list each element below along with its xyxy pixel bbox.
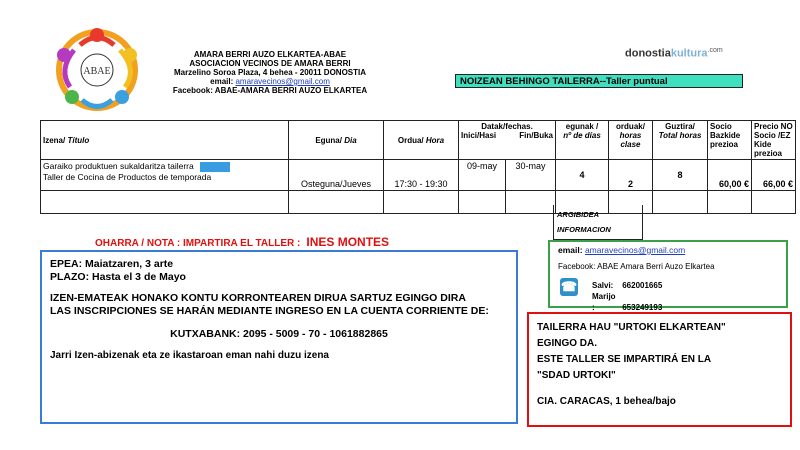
th-start: Inici/Hasi [461,131,497,140]
th-total: Guztira/ Total horas [653,121,708,160]
cell-day: Osteguna/Jueves [289,160,384,191]
org-email-line [150,77,390,86]
contact-facebook: Facebook: ABAE Amara Berri Auzo Elkartea [558,262,715,271]
note-text: OHARRA / NOTA : IMPARTIRA EL TALLER : [95,238,301,249]
bank-account: KUTXABANK: 2095 - 5009 - 70 - 1061882865 [170,328,388,340]
th-day: Eguna/ Dia [289,121,384,160]
cell-member-price: 60,00 € [708,160,752,191]
th-name: Izena/ Título [41,121,289,160]
info-label-es: INFORMACION [557,225,611,234]
cell-total: 8 [653,160,708,191]
teacher-note [95,235,389,249]
org-name-eu: AMARA BERRI AUZO ELKARTEA-ABAE [193,50,347,59]
org-email-label: email: [210,77,234,86]
contact-email-link[interactable]: amaravecinos@gmail.com [584,245,686,255]
location-box [527,312,792,427]
cell-course-name: Garaiko produktuen sukaldaritza tailerra Taller de Cocina de Productos de temporada [41,160,289,191]
donostiakultura-logo [625,47,723,60]
deadline-eu: EPEA: Maiatzaren, 3 arte [50,258,174,270]
location-address: CIA. CARACAS, 1 behea/bajo [537,396,676,407]
info-labels [553,205,643,240]
cell-nonmember-price: 66,00 € [752,160,796,191]
teacher-name: INES MONTES [306,235,390,249]
brand-part1: donostia [625,47,671,60]
phone-icon: ☎ [560,279,578,294]
location-line4: "SDAD URTOKI" [537,370,616,381]
course-table [40,120,796,214]
org-facebook: Facebook: ABAE-AMARA BERRI AUZO ELKARTEA [172,86,368,95]
org-email-link[interactable]: amaravecinos@gmail.com [235,77,330,86]
highlight-marker [200,162,230,172]
th-dates: Datak/fechas. Inici/Hasi Fin/Buka [459,121,556,160]
workshop-type-banner: NOIZEAN BEHINGO TAILERRA--Taller puntual [455,74,743,88]
table-header-row [41,121,796,160]
brand-part2: kultura [670,47,708,60]
registration-es: LAS INSCRIPCIONES SE HARÁN MEDIANTE INGRESO EN LA CUENTA CORRIENTE DE: [50,305,489,317]
cell-end: 30-may [506,160,556,191]
contact-email-label: email: [558,245,585,255]
registration-box [40,250,518,424]
th-hours: orduak/ horas clase [609,121,653,160]
location-line3: ESTE TALLER SE IMPARTIRÁ EN LA [537,354,712,365]
cell-hour: 17:30 - 19:30 [384,160,459,191]
th-days: egunak / nº de días [556,121,609,160]
info-label-eu: ARGIBIDEA [557,210,600,219]
cell-start: 09-may [459,160,506,191]
org-header [150,50,390,95]
cell-hours: 2 [609,160,653,191]
org-address: Marzelino Soroa Plaza, 4 behea - 20011 DONOSTIA [173,68,367,77]
brand-suffix: .com [707,47,723,54]
phone-item: Salvi: 662001665 [592,281,663,290]
table-row [41,160,796,191]
th-nonmember-price: Precio NO Socio /EZ Kide prezioa [752,121,796,160]
registration-footer: Jarri Izen-abizenak eta ze ikastaroan eman nahi duzu izena [50,350,329,361]
th-member-price: Socio Bazkide prezioa [708,121,752,160]
th-hour: Ordua/ Hora [384,121,459,160]
location-line2: EGINGO DA. [537,338,598,349]
th-end: Fin/Buka [519,131,553,140]
phone-list [592,280,662,313]
registration-eu: IZEN-EMATEAK HONAKO KONTU KORRONTEAREN DIRUA SARTUZ EGINGO DIRA [50,292,466,304]
deadline-es: PLAZO: Hasta el 3 de Mayo [50,271,186,283]
phone-item: Marijo : 653249193 [592,292,663,312]
table-row-empty [41,191,796,214]
contact-email-line [558,245,778,255]
cell-days: 4 [556,160,609,191]
logo-text: ABAE [83,66,111,77]
org-name-es: ASOCIACION VECINOS DE AMARA BERRI [189,59,351,68]
contact-box [548,240,788,312]
location-line1: TAILERRA HAU "URTOKI ELKARTEAN" [537,322,726,333]
abae-logo [50,25,145,115]
